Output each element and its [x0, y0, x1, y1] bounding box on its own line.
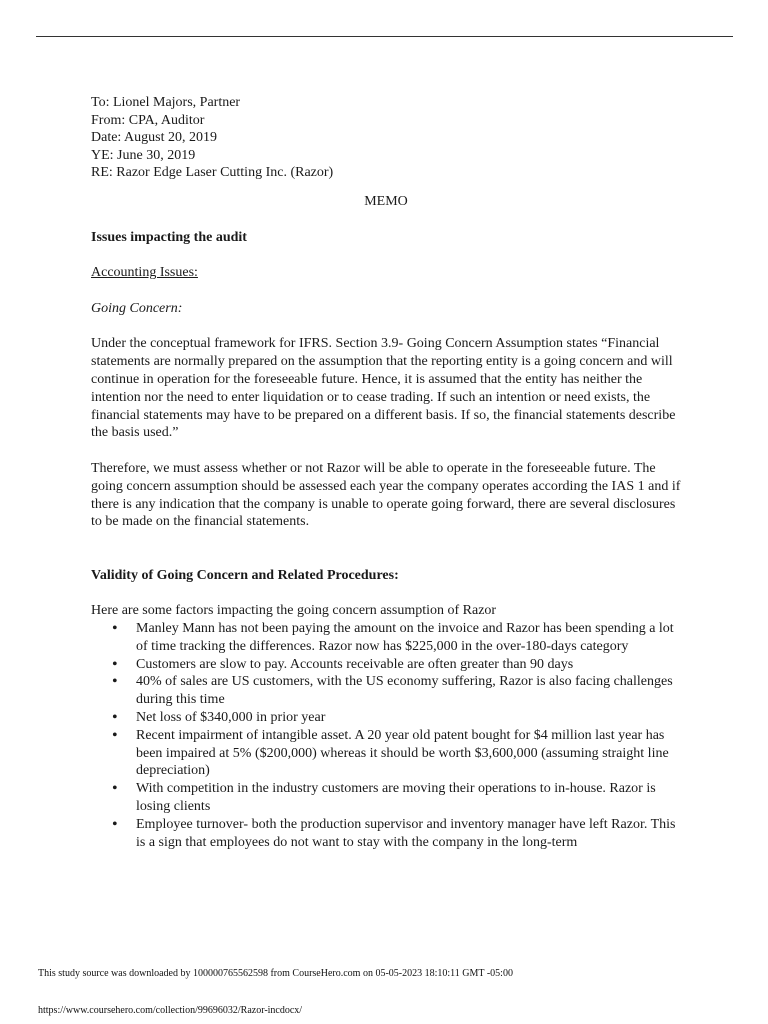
memo-title: MEMO: [364, 193, 408, 209]
topic-heading: Going Concern:: [91, 300, 183, 316]
memo-date: Date: August 20, 2019: [91, 130, 217, 146]
factors-intro: Here are some factors impacting the going concern assumption of Razor: [91, 603, 497, 619]
top-divider: [36, 36, 733, 37]
paragraph-assessment: Therefore, we must assess whether or not Razor will be able to operate in the foreseeable future. The going concern assumption should be assessed each year the company operates according the IAS 1 and if there is any indication that the company is unable to operate going forward, there are several disclosures to be made on the financial statements.: [91, 460, 681, 530]
validity-heading: Validity of Going Concern and Related Procedures:: [91, 567, 399, 583]
footer-url-link[interactable]: https://www.coursehero.com/collection/99696032/Razor-incdocx/: [38, 1005, 303, 1016]
list-item: • 40% of sales are US customers, with the US economy suffering, Razor is also facing challenges during this time: [136, 673, 681, 709]
memo-from: From: CPA, Auditor: [91, 112, 205, 128]
memo-to: To: Lionel Majors, Partner: [91, 95, 241, 110]
list-item: • Net loss of $340,000 in prior year: [136, 709, 681, 727]
list-item: • Customers are slow to pay. Accounts receivable are often greater than 90 days: [136, 656, 681, 674]
paragraph-framework: Under the conceptual framework for IFRS. Section 3.9- Going Concern Assumption states “Financial statements are normally prepared on the assumption that the reporting entity is a going concern and will continue in operation for the foreseeable future. Hence, it is assumed that the entity has neither the intention nor the need to enter liquidation or to cease trading. If such an intention or need exists, the financial statements may have to be prepared on a different basis. If so, the financial statements describe the basis used.”: [91, 336, 676, 441]
list-item: • Recent impairment of intangible asset. A 20 year old patent bought for $4 million last year has been impaired at 5% ($200,000) whereas it should be worth $3,600,000 (assuming straight line depreciation): [136, 727, 681, 780]
memo-document: [91, 94, 681, 851]
list-item: • Employee turnover- both the production supervisor and inventory manager have left Razor. This is a sign that employees do not want to stay with the company in the long-term: [136, 816, 681, 852]
section-heading: Issues impacting the audit: [91, 229, 247, 245]
subsection-heading: Accounting Issues:: [91, 265, 198, 281]
list-item: • With competition in the industry customers are moving their operations to in-house. Razor is losing clients: [136, 780, 681, 816]
memo-header: [91, 94, 681, 182]
factors-list: [91, 620, 681, 851]
memo-re: RE: Razor Edge Laser Cutting Inc. (Razor): [91, 165, 334, 181]
memo-ye: YE: June 30, 2019: [91, 147, 196, 163]
footer-source-note: This study source was downloaded by 100000765562598 from CourseHero.com on 05-05-2023 18:10:11 GMT -05:00: [38, 968, 513, 979]
list-item: • Manley Mann has not been paying the amount on the invoice and Razor has been spending a lot of time tracking the differences. Razor now has $225,000 in the over-180-days category: [136, 620, 681, 656]
